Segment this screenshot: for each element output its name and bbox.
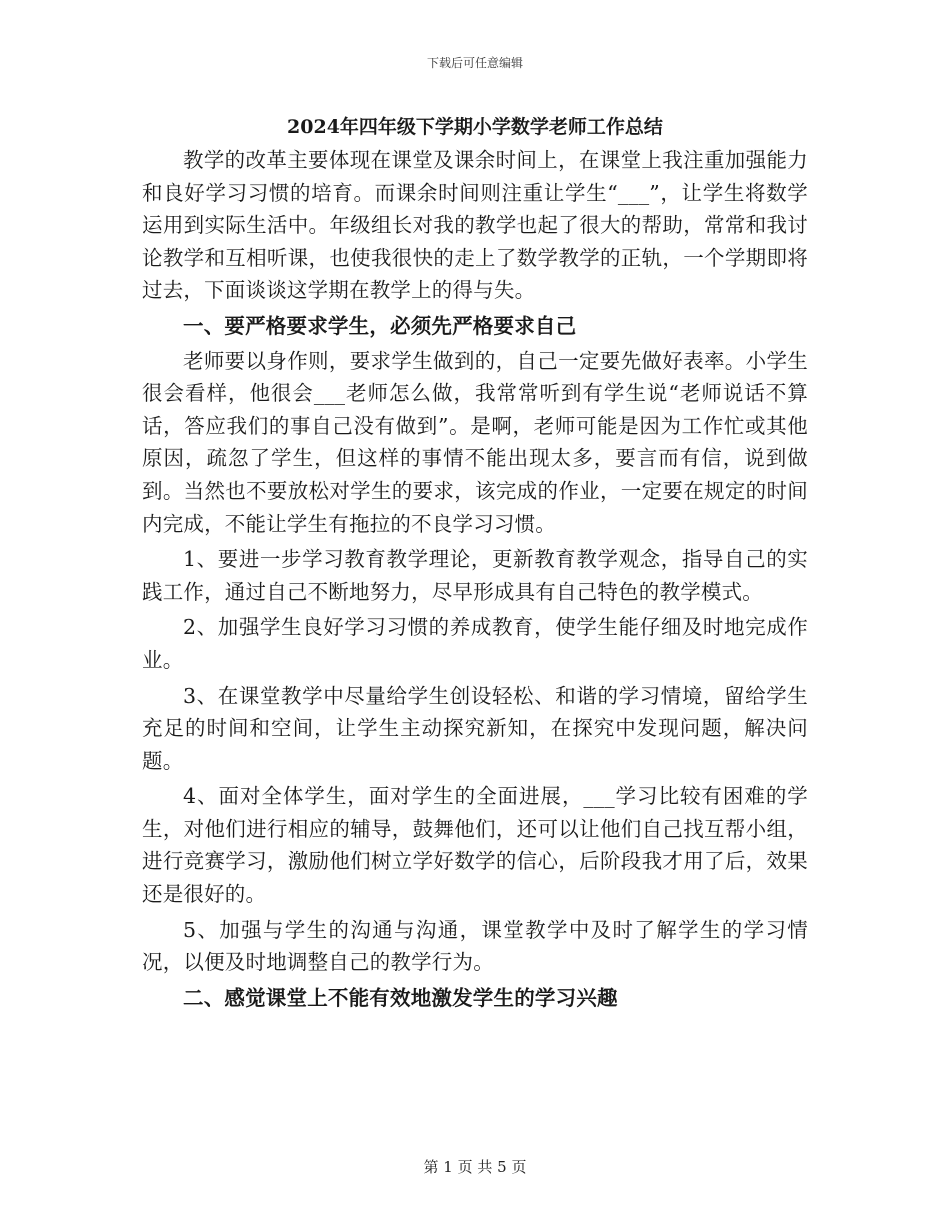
section-2-heading: 二、感觉课堂上不能有效地激发学生的学习兴趣 <box>183 985 618 1010</box>
section-1-heading: 一、要严格要求学生，必须先严格要求自己 <box>183 313 577 338</box>
list-item-1: 1、要进一步学习教育教学理论，更新教育教学观念，指导自己的实践工作，通过自己不断地努力，尽早形成具有自己特色的教学模式。 <box>142 547 808 604</box>
header-note: 下载后可任意编辑 <box>426 56 523 70</box>
section-1-paragraph: 老师要以身作则，要求学生做到的，自己一定要先做好表率。小学生很会看样，他很会___老师怎么做，我常常听到有学生说“老师说话不算话，答应我们的事自己没有做到”。是啊，老师可能是因为工作忙或其他原因，疏忽了学生，但这样的事情不能出现太多，要言而有信，说到做到。当然也不要放松对学生的要求，该完成的作业，一定要在规定的时间内完成，不能让学生有拖拉的不良学习习惯。 <box>142 348 808 536</box>
list-item-2: 2、加强学生良好学习习惯的养成教育，使学生能仔细及时地完成作业。 <box>142 615 808 672</box>
document-body <box>142 112 808 1016</box>
page-number: 第 1 页 共 5 页 <box>423 1158 527 1176</box>
list-item-5: 5、加强与学生的沟通与沟通，课堂教学中及时了解学生的学习情况，以便及时地调整自己的教学行为。 <box>142 917 808 975</box>
list-item-4: 4、面对全体学生，面对学生的全面进展，___学习比较有困难的学生，对他们进行相应的辅导，鼓舞他们，还可以让他们自己找互帮小组，进行竞赛学习，激励他们树立学好数学的信心，后阶段我才用了后，效果还是很好的。 <box>142 784 808 907</box>
document-title: 2024年四年级下学期小学数学老师工作总结 <box>287 116 663 138</box>
list-item-3: 3、在课堂教学中尽量给学生创设轻松、和谐的学习情境，留给学生充足的时间和空间，让学生主动探究新知，在探究中发现问题，解决问题。 <box>142 683 808 773</box>
intro-paragraph: 教学的改革主要体现在课堂及课余时间上，在课堂上我注重加强能力和良好学习习惯的培育。而课余时间则注重让学生“___”，让学生将数学运用到实际生活中。年级组长对我的教学也起了很大的帮助，常常和我讨论教学和互相听课，也使我很快的走上了数学教学的正轨，一个学期即将过去，下面谈谈这学期在教学上的得与失。 <box>142 148 808 303</box>
